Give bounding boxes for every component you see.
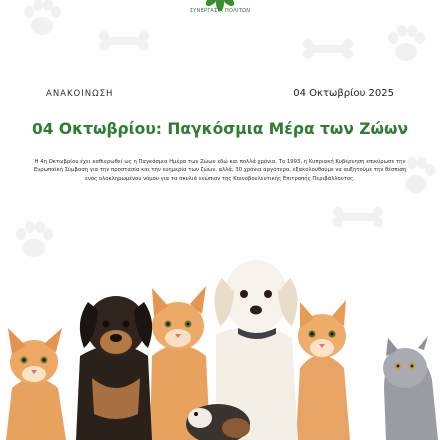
category-label: ΑΝΑΚΟΙΝΩΣΗ [46,88,114,99]
meta-row [46,88,394,99]
paw-print-icon [380,18,432,70]
orange-cat-right [296,300,350,440]
paw-print-icon [16,0,68,44]
orange-kitten-left [6,328,66,440]
cats-and-dogs-photo [0,238,440,440]
article-body: Η 4η Οκτωβρίου έχει καθιερωθεί ως η Παγκόσμια Ημέρα των Ζώων εδώ και πολλά χρόνια. Το 1993, η Κυπριακή Κυβέρνηση επικύρωσε την Ευρωπαϊκή Σύμβαση για την προστασία και την ευημερία των ζώων, αλλά, 30 χρόνια αργότερα, εξακολουθούμε να αυξητούμε την θέσπιση ενός ολοκληρωμένου νόμου για τα σκυλιά ενώπιον της Κοινοβουλευτικής Επιτροπής Περιβάλλοντος. [33,159,407,182]
bone-icon [300,38,356,60]
publish-date: 04 Οκτωβρίου 2025 [293,88,394,99]
page-title: 04 Οκτωβρίου: Παγκόσμια Μέρα των Ζώων [31,120,409,138]
black-tan-puppy [76,296,152,440]
bone-icon [96,30,152,52]
logo-text: ΣΥΝΕΡΓΑΣΙΑ ΠΟΛΙΤΩΝ [189,8,251,14]
grey-cat [383,336,438,440]
bone-icon [330,206,386,228]
